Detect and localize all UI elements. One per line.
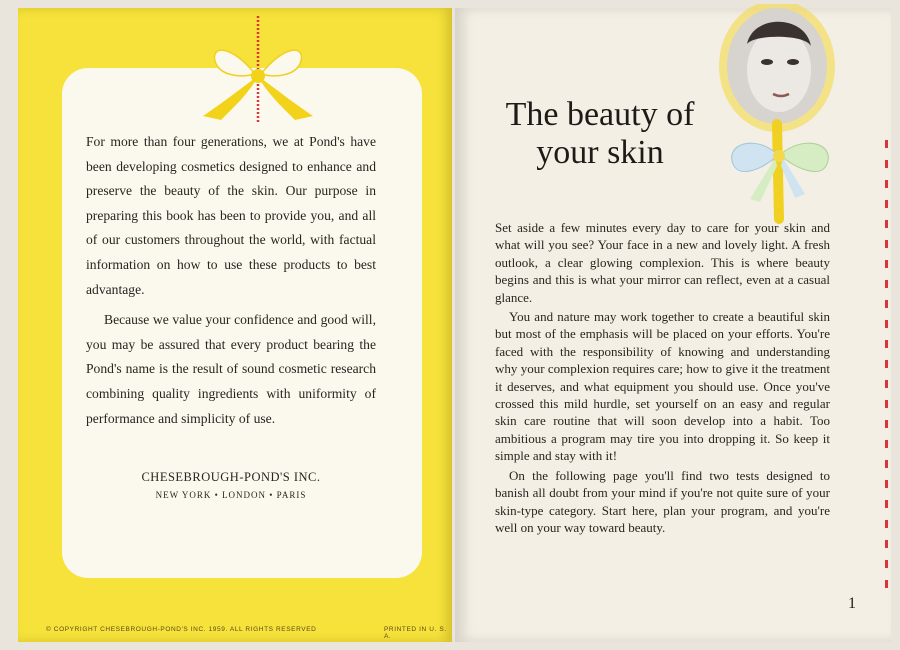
title-line-2: your skin (536, 134, 664, 171)
hand-mirror-illustration (705, 4, 855, 234)
page-number: 1 (848, 595, 856, 612)
title-line-1: The beauty of (505, 96, 695, 133)
intro-paragraph-1: For more than four generations, we at Pond's have been developing cosmetics designed to enhance and preserve the beauty of the skin. Our purpose in preparing this book has been to provide you, and all of our customers throughout the world, with factual information on how to use these products to best advantage. (86, 134, 376, 297)
intro-paragraph-2: Because we value your confidence and good will, you may be assured that every product bearing the Pond's name is the result of sound cosmetic research combining quality ingredients with uniformity of performance and simplicity of use. (86, 312, 376, 426)
red-page-edge (885, 140, 888, 600)
intro-text (86, 130, 376, 431)
company-name: CHESEBROUGH-POND'S INC. (141, 470, 321, 484)
page-title (490, 96, 710, 172)
article-paragraph-2: You and nature may work together to create a beautiful skin but most of the emphasis will be placed on your efforts. You're faced with the responsibility of knowing and understanding why your complexion requires care; how to give it the treatment it deserves, and what equipment you should use. Once you've crossed this mild hurdle, set yourself on an easy and regular skin care routine that will soon develop into a habit. Too ambitious a program may tire you into dropping it. So keep it simple and stay with it! (495, 309, 830, 464)
company-cities: NEW YORK • LONDON • PARIS (155, 490, 307, 500)
article-text (495, 219, 830, 536)
article-paragraph-1: Set aside a few minutes every day to care for your skin and what will you see? Your face in a new and lovely light. A fresh outlook, a clear glowing complexion. This is where beauty begins and this is what your mirror can reflect, even at a casual glance. (495, 220, 830, 305)
yellow-ribbon-bow-icon (193, 16, 323, 126)
copyright-notice: © COPYRIGHT CHESEBROUGH-POND'S INC. 1959. ALL RIGHTS RESERVED (46, 626, 317, 633)
printed-notice: PRINTED IN U. S. A. (384, 626, 447, 640)
article-paragraph-3: On the following page you'll find two tests designed to banish all doubt from your mind if you're not quite sure of your skin-type category. Start here, plan your program, and you're well on your way toward beauty. (495, 467, 830, 535)
